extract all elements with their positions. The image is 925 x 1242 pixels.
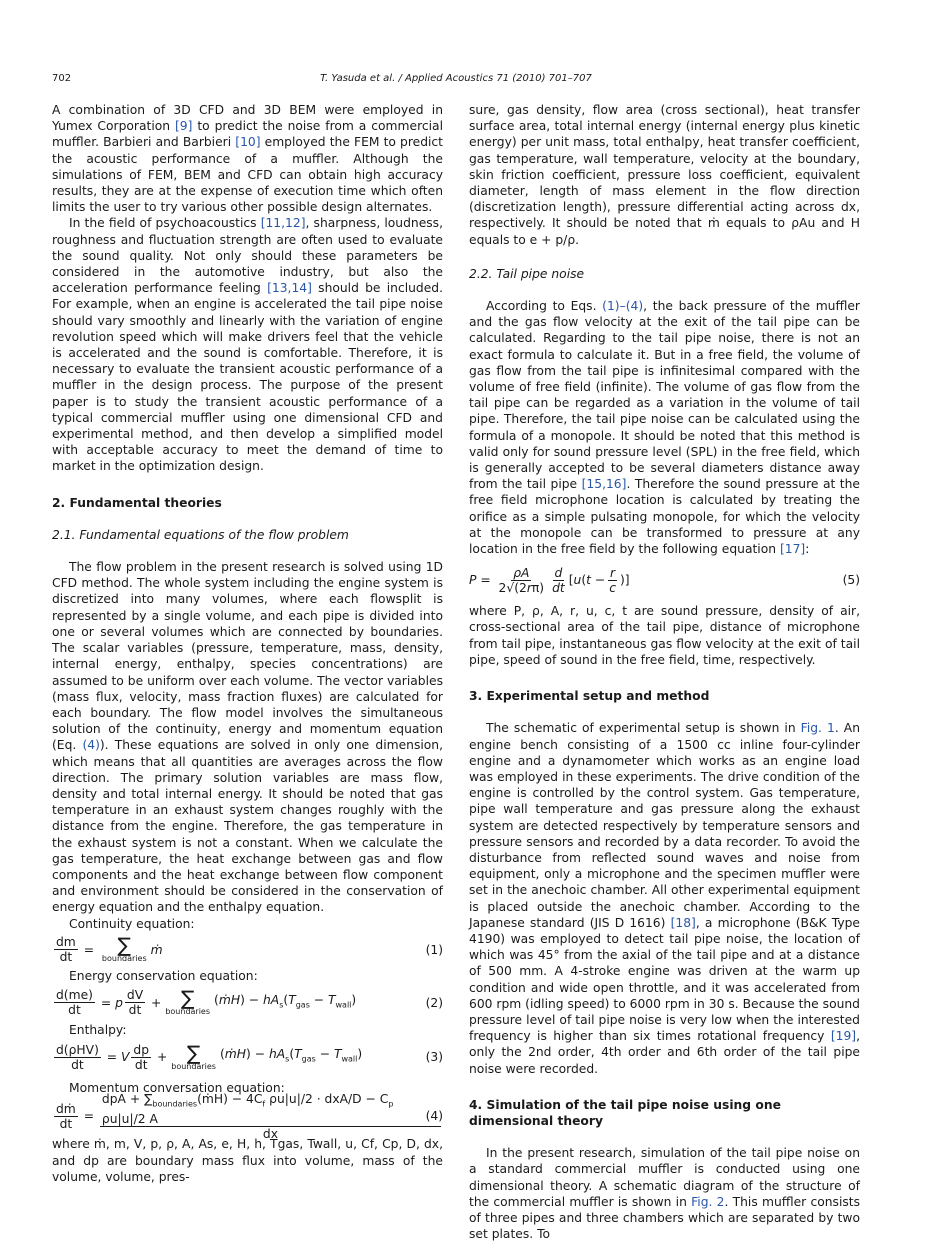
paragraph: where P, ρ, A, r, u, c, t are sound pressure, density of air, cross-sectional area of the tail pipe, distance of microphone from tail pipe, instantaneous gas flow velocity at the exit of tail pipe, speed of sound in the free field, time, respectively. [469,604,860,667]
equation-3: $\frac{\text{d(ρHV)}}{dt}$ = V $\frac{dp}{dt}$ + ∑ boundaries (ṁH) − $hA_s(T_{gas} - T_{wall})$ (3) [56,1040,443,1072]
citation-link[interactable]: [18] [670,915,696,930]
citation-link[interactable]: [9] [175,119,193,134]
equation-number: (2) [425,995,443,1010]
citation-link[interactable]: [13,14] [267,281,312,296]
figure-link[interactable]: Fig. 2 [691,1194,725,1209]
figure-link[interactable]: Fig. 1 [800,721,835,736]
equation-label: Enthalpy: [69,1022,127,1037]
citation-link[interactable]: [19] [830,1029,857,1044]
citation-link[interactable]: [11,12] [260,216,306,231]
citation-link[interactable]: [15,16] [581,477,627,492]
section-heading: 3. Experimental setup and method [469,689,710,704]
right-column [469,102,860,1242]
equation-5: P = $\frac{\rho A}{2√(2r\pi)}$ $\frac{d}{dt}$ [u(t − $\frac{r}{c}$ )] (5) [469,565,860,595]
section-heading: 2. Fundamental theories [52,495,222,510]
equation-link[interactable]: (4) [82,738,100,753]
paragraph: The flow problem in the present research is solved using 1D CFD method. The whole system including the engine system is discretized into many volumes, where each flowsplit is represented by a single volume, and each pipe is divided into one or several volumes which are connected by boundaries. The scalar variables (pressure, temperature, mass, density, internal energy, enthalpy, species concentrations) are assumed to be uniform over each volume. The vector variables (mass flux, velocity, mass fraction fluxes) are calculated for each boundary. The flow model involves the simultaneous solution of the continuity, energy and momentum equation (Eq. (4)). These equations are solved in only one dimension, which means that all quantities are averages across the flow direction. The primary solution variables are mass flow, density and total internal energy. It should be noted that gas temperature in an exhaust system changes roughly with the distance from the engine. Therefore, the gas temperature in the exhaust system is not a constant. When we calculate the gas temperature, the heat exchange between gas and flow components and the heat exchange between flow component and environment should be considered in the conservation of energy equation and the enthalpy equation. [52,560,443,915]
left-column [52,102,443,1185]
paragraph: According to Eqs. (1)–(4), the back pressure of the muffler and the gas flow velocity at the exit of the tail pipe can be calculated. Regarding to the tail pipe noise, there is not an exact formula to calculate it. But in a free field, the volume of gas flow from the tail pipe is infinitesimal compared with the volume of free field (infinite). The volume of gas flow from the tail pipe can be regarded as a variation in the volume of tail pipe. Therefore, the tail pipe noise can be calculated using the formula of a monopole. It should be noted that this method is valid only for sound pressure level (SPL) in the free field, which is generally accepted to be several diameters distance away from the tail pipe [15,16]. Therefore the sound pressure at the free field microphone location is calculated by treating the orifice as a simple pulsating monopole, for which the velocity at the monopole can be transformed to pressure at any location in the free field by the following equation [17]: [469,299,860,557]
equation-2: $\frac{d(me)}{dt}$ = p $\frac{dV}{dt}$ + ∑ boundaries (ṁH) − $hA_s(T_{gas} - T_{wall})$ (2) [56,986,443,1018]
paragraph: where ṁ, m, V, p, ρ, A, As, e, H, h, Tgas, Twall, u, Cf, Cp, D, dx, and dp are boundary mass flux into volume, mass of the volume, volume, pres- [52,1137,443,1184]
equation-link[interactable]: (1)–(4) [602,299,644,314]
paragraph: sure, gas density, flow area (cross sectional), heat transfer surface area, total internal energy (internal energy plus kinetic energy) per unit mass, total enthalpy, heat transfer coefficient, gas temperature, wall temperature, velocity at the boundary, skin friction coefficient, pressure loss coefficient, equivalent diameter, length of mass element in the flow direction (discretization length), pressure differential acting across dx, respectively. It should be noted that ṁ equals to ρAu and H equals to e + p/ρ. [469,103,860,247]
equation-number: (1) [425,942,443,957]
running-head: T. Yasuda et al. / Applied Acoustics 71 (2010) 701–707 [320,73,592,84]
equation-label: Momentum conversation equation: [69,1081,285,1096]
equation-label: Energy conservation equation: [69,968,258,983]
section-heading: 4. Simulation of the tail pipe noise using one dimensional theory [469,1097,781,1128]
equation-number: (3) [425,1050,443,1065]
paragraph: A combination of 3D CFD and 3D BEM were employed in Yumex Corporation [9] to predict the noise from a commercial muffler. Barbieri and Barbieri [10] employed the FEM to predict the acoustic performance of a muffler. Although the simulations of FEM, BEM and CFD can obtain high accuracy results, they are at the expense of execution time which often limits the user to try various other possible design alternates. [52,103,444,215]
equation-4: $\frac{\text{dṁ}}{dt}$ = $\frac{dpA + \sum_{boundaries}(ṁH) - 4C_f \rho u|u|/2 \cdot dxA/D - C_p \rho u|u|/2 A}{dx}$ (4) [56,1092,443,1141]
paragraph: In the field of psychoacoustics [11,12], sharpness, loudness, roughness and fluctuation strength are often used to evaluate the sound quality. Not only should these parameters be considered in the automotive industry, but also the acceleration performance feeling [13,14] should be included. For example, when an engine is accelerated the tail pipe noise should vary smoothly and linearly with the variation of engine revolution speed which will make drivers feel that the vehicle is accelerated and the sound is comfortable. Therefore, it is necessary to evaluate the transient acoustic performance of a muffler in the design process. The purpose of the present paper is to study the transient acoustic performance of a typical commercial muffler using one dimensional CFD and experimental method, and then develop a simplified model with acceptable accuracy to meet the demand of time to market in the optimization design. [52,216,444,474]
page-header [52,73,860,87]
equation-label: Continuity equation: [69,916,195,931]
citation-link[interactable]: [10] [235,135,261,150]
equation-number: (4) [425,1109,443,1124]
subsection-heading: 2.2. Tail pipe noise [469,266,585,281]
equation-number: (5) [842,573,860,588]
subsection-heading: 2.1. Fundamental equations of the flow problem [52,527,349,542]
page-number: 702 [52,73,72,84]
citation-link[interactable]: [17] [779,542,806,557]
paragraph: The schematic of experimental setup is shown in Fig. 1. An engine bench consisting of a 1500 cc inline four-cylinder engine and a dynamometer which works as an engine load was employed in these experiments. The drive condition of the engine is controlled by the control system. Gas temperature, pipe wall temperature and gas pressure along the exhaust system are detected respectively by temperature sensors and pressure sensors and recorded by a data recorder. To avoid the disturbance from reflected sound waves and noise from equipment, only a microphone and the specimen muffler were set in the anechoic chamber. All other experimental equipment is placed outside the anechoic chamber. According to the Japanese standard (JIS D 1616) [18], a microphone (B&K Type 4190) was employed to detect tail pipe noise, the location of which was 45° from the axial of the tail pipe and at a distance of 500 mm. A 4-stroke engine was driven at the warm up condition and wide open throttle, and it was accelerated from 600 rpm (idling speed) to 6000 rpm in 30 s. Because the sound pressure level of tail pipe noise is very low when the interested frequency is higher than six times rotational frequency [19], only the 2nd order, 4th order and 6th order of the tail pipe noise were recorded. [469,721,860,1076]
paragraph: In the present research, simulation of the tail pipe noise on a standard commercial muffler is conducted using one dimensional theory. A schematic diagram of the structure of the commercial muffler is shown in Fig. 2. This muffler consists of three pipes and three chambers which are separated by two set plates. To [469,1146,860,1242]
equation-1: $\frac{dm}{dt}$ = ∑ boundaries ṁ (1) [56,933,443,965]
